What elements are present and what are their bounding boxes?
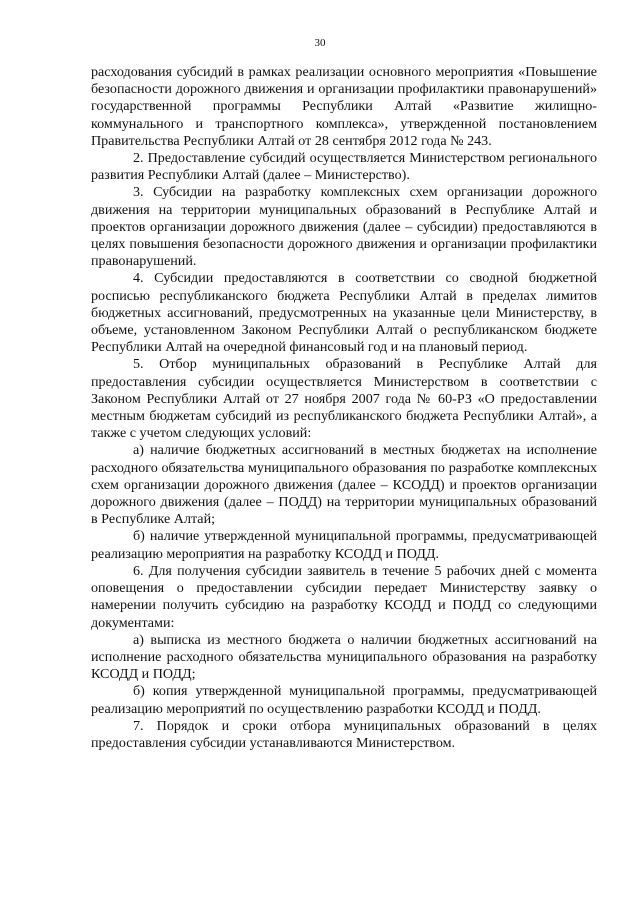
paragraph-5a: а) наличие бюджетных ассигнований в местных бюджетах на исполнение расходного обязательства муниципального образования по разработке комплексных схем организации дорожного движения (далее – КСОДД) и проектов организации дорожного движения (далее – ПОДД) на территории муниципальных образований в Республике Алтай; [91,442,597,528]
paragraph-5: 5. Отбор муниципальных образований в Республике Алтай для предоставления субсидии осуществляется Министерством в соответствии с Законом Республики Алтай от 27 ноября 2007 года № 60-РЗ «О предоставлении местным бюджетам субсидий из республиканского бюджета Республики Алтай», а также с учетом следующих условий: [91,356,597,442]
paragraph-3: 3. Субсидии на разработку комплексных схем организации дорожного движения на территории муниципальных образований в Республике Алтай и проектов организации дорожного движения (далее – субсидии) предоставляются в целях повышения безопасности дорожного движения и организации профилактики правонарушений. [91,184,597,270]
paragraph-6: 6. Для получения субсидии заявитель в течение 5 рабочих дней с момента оповещения о предоставлении субсидии передает Министерству заявку о намерении получить субсидию на разработку КСОДД и ПОДД со следующими документами: [91,562,597,631]
paragraph-7: 7. Порядок и сроки отбора муниципальных образований в целях предоставления субсидии устанавливаются Министерством. [91,717,597,751]
paragraph-2: 2. Предоставление субсидий осуществляется Министерством регионального развития Республики Алтай (далее – Министерство). [91,150,597,184]
page-number: 30 [314,37,326,49]
paragraph-6b: б) копия утвержденной муниципальной программы, предусматривающей реализацию мероприятий по осуществлению разработки КСОДД и ПОДД. [91,683,597,717]
paragraph-4: 4. Субсидии предоставляются в соответствии со сводной бюджетной росписью республиканского бюджета Республики Алтай в пределах лимитов бюджетных ассигнований, предусмотренных на указанные цели Министерству, в объеме, установленном Законом Республики Алтай о республиканском бюджете Республики Алтай на очередной финансовый год и на плановый период. [91,270,597,356]
paragraph-6a: а) выписка из местного бюджета о наличии бюджетных ассигнований на исполнение расходного обязательства муниципального образования на разработку КСОДД и ПОДД; [91,631,597,683]
document-body [91,64,597,752]
paragraph-5b: б) наличие утвержденной муниципальной программы, предусматривающей реализацию мероприятия на разработку КСОДД и ПОДД. [91,528,597,562]
paragraph-continuation: расходования субсидий в рамках реализации основного мероприятия «Повышение безопасности дорожного движения и организации профилактики правонарушений» государственной программы Республики Алтай «Развитие жилищно-коммунального и транспортного комплекса», утвержденной постановлением Правительства Республики Алтай от 28 сентября 2012 года № 243. [91,64,597,149]
